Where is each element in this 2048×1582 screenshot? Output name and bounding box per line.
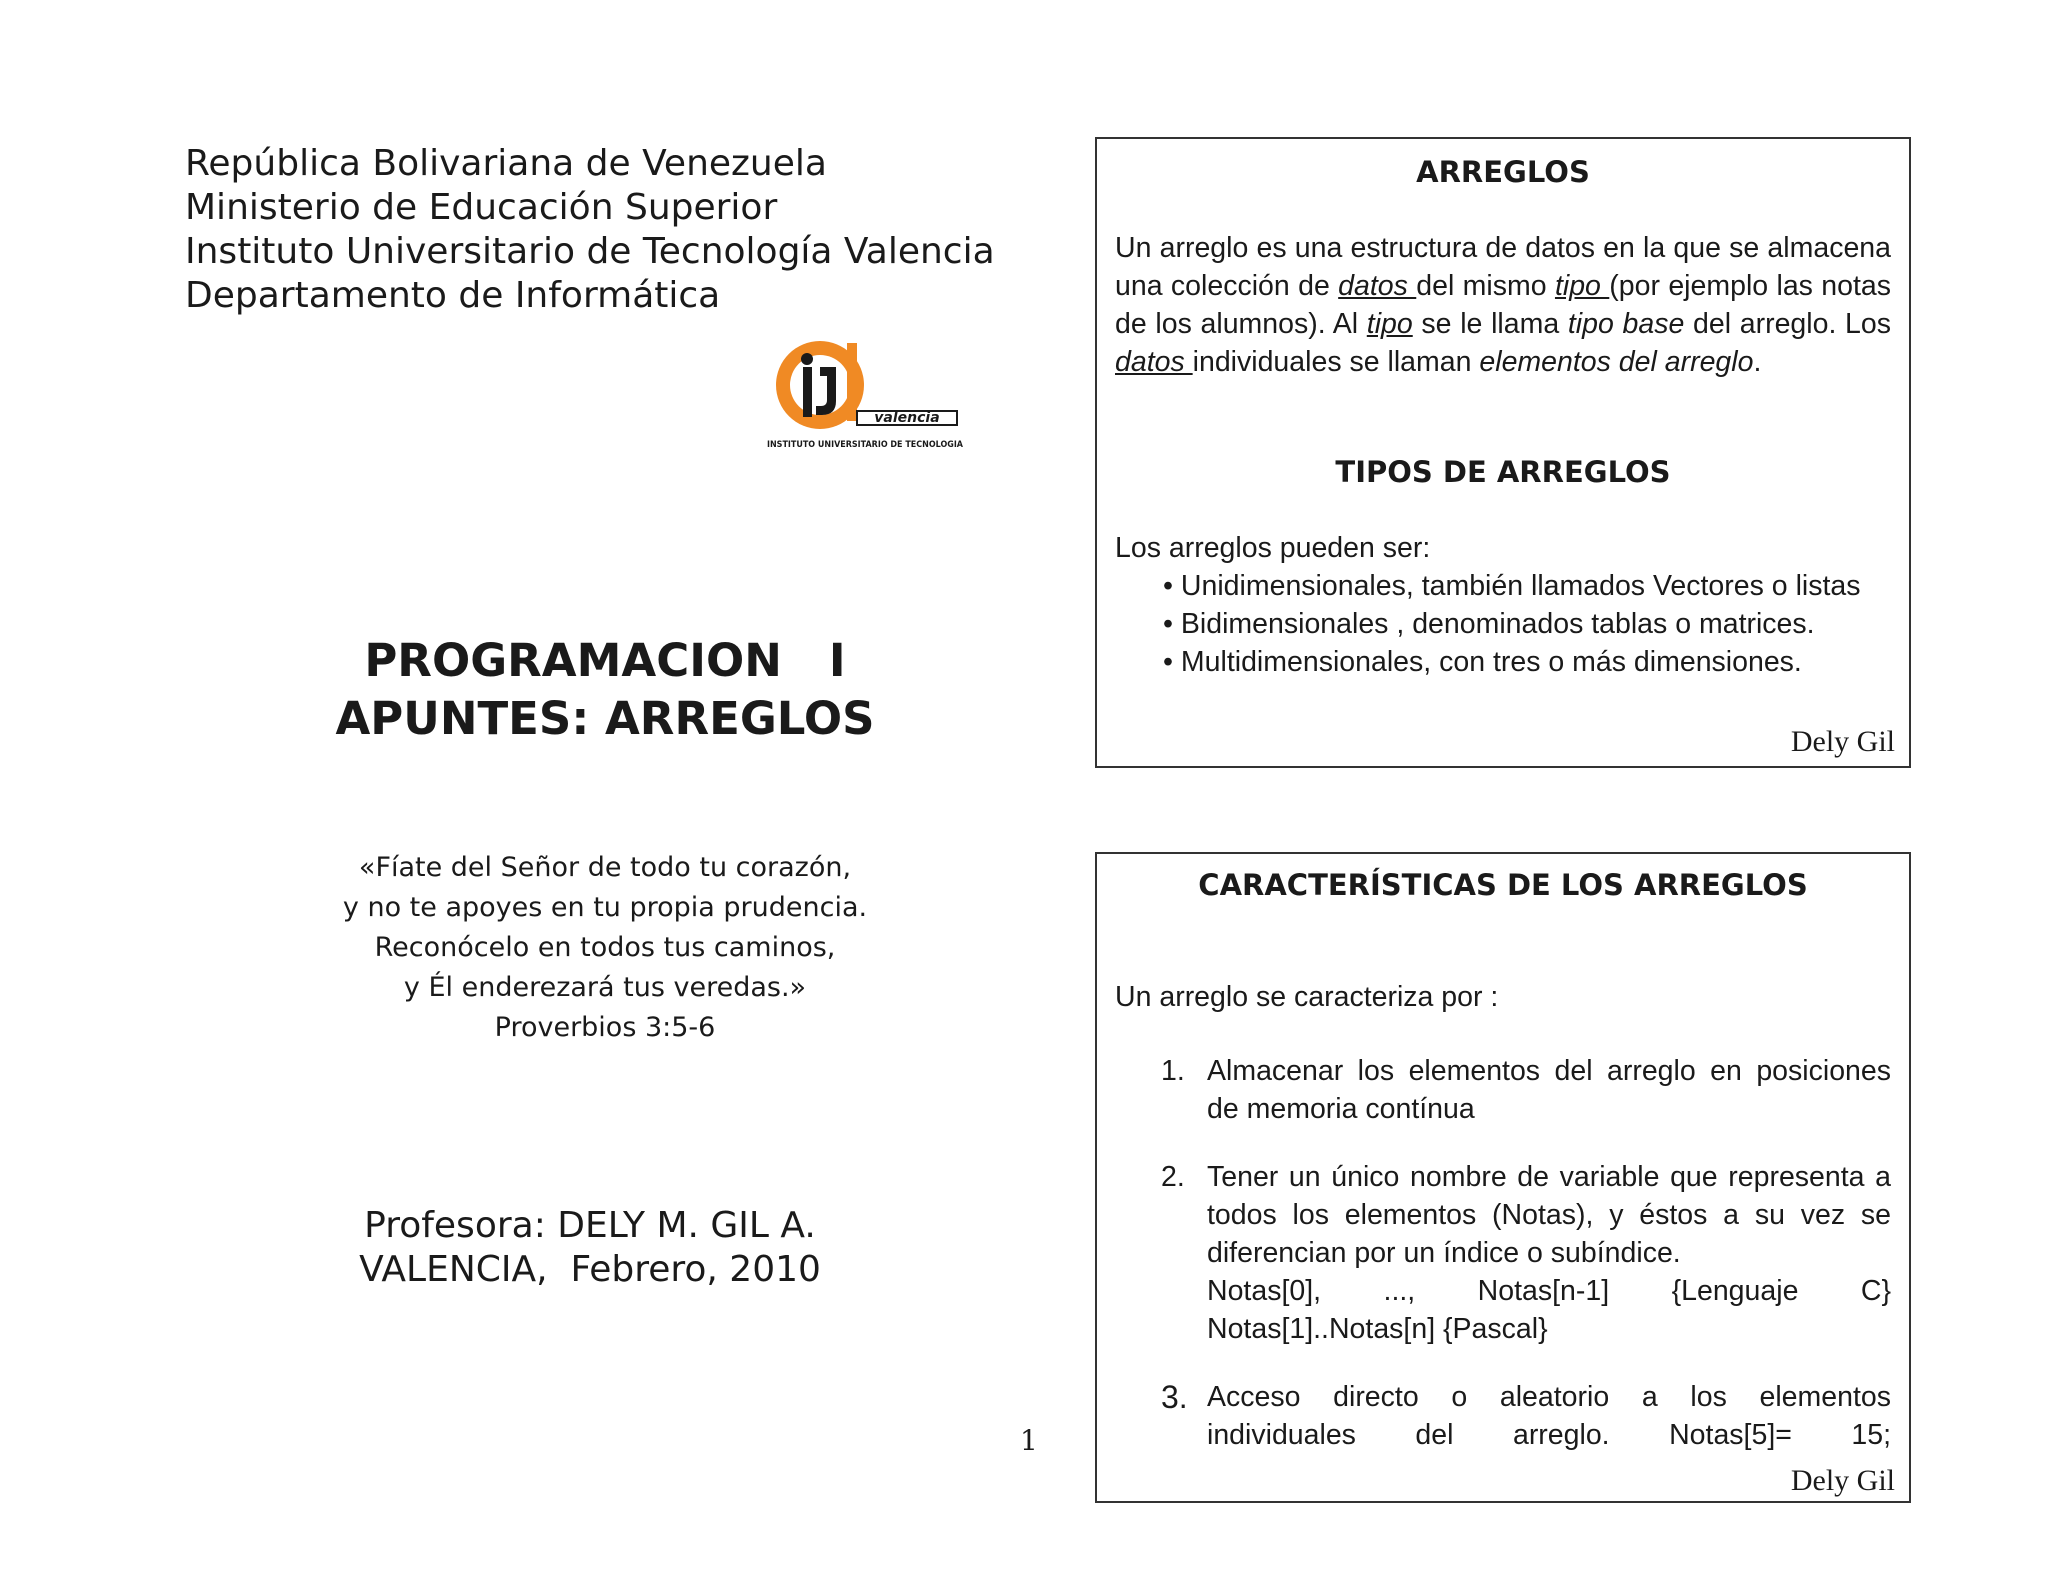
logo-text: valencia — [874, 410, 940, 426]
institution-header — [185, 142, 995, 318]
quote-line: Reconócelo en todos tus caminos, — [374, 932, 836, 963]
characteristics-intro: Un arreglo se caracteriza por : — [1115, 981, 1499, 1013]
box-heading: ARREGLOS — [1416, 155, 1590, 189]
caracteristicas-box — [1095, 852, 1911, 1503]
quote-line: «Fíate del Señor de todo tu corazón, — [358, 852, 852, 883]
definition-paragraph: Un arreglo es una estructura de datos en la que se almacena una colección de datos del mismo tipo (por ejemplo las notas de los alumnos). Al tipo se le llama tipo base del arreglo. Los datos individuales se llaman elementos del arreglo. — [1115, 232, 1892, 378]
signature: Dely Gil — [1790, 1464, 1895, 1497]
list-item: • Multidimensionales, con tres o más dimensiones. — [1163, 646, 1802, 678]
document-title — [250, 632, 960, 748]
page-number: 1 — [1020, 1424, 1038, 1457]
date-line: VALENCIA, Febrero, 2010 — [359, 1249, 821, 1290]
author-block — [300, 1204, 880, 1292]
box-heading: CARACTERÍSTICAS DE LOS ARREGLOS — [1198, 868, 1808, 902]
title-line: PROGRAMACION I — [364, 634, 846, 687]
list-item: • Bidimensionales , denominados tablas o matrices. — [1163, 608, 1815, 640]
list-item: 2. Tener un único nombre de variable que representa a todos los elementos (Notas), y éstos a su vez se diferencian por un índice o subíndice. Notas[0], ..., Notas[n-1] {Lenguaje C} Notas[1]..Notas[n] {Pascal} — [1161, 1161, 1891, 1345]
institution-line: Instituto Universitario de Tecnología Valencia — [185, 231, 995, 272]
institution-line: República Bolivariana de Venezuela — [185, 143, 827, 184]
arreglos-box — [1095, 137, 1911, 768]
institution-line: Ministerio de Educación Superior — [185, 187, 778, 228]
list-item: 3. Acceso directo o aleatorio a los elementos individuales del arreglo. Notas[5]= 15; — [1161, 1379, 1891, 1451]
types-intro: Los arreglos pueden ser: — [1115, 532, 1431, 564]
types-list — [1115, 567, 1891, 681]
box-subheading: TIPOS DE ARREGLOS — [1335, 455, 1671, 489]
quote-reference: Proverbios 3:5-6 — [494, 1012, 716, 1043]
institution-line: Departamento de Informática — [185, 275, 721, 316]
list-item: • Unidimensionales, también llamados Vectores o listas — [1163, 570, 1861, 602]
list-item: 1. Almacenar los elementos del arreglo en posiciones de memoria contínua — [1161, 1055, 1891, 1125]
quote-line: y no te apoyes en tu propia prudencia. — [342, 892, 868, 923]
title-line: APUNTES: ARREGLOS — [335, 692, 875, 745]
characteristics-list — [1115, 1052, 1891, 1454]
author-line: Profesora: DELY M. GIL A. — [364, 1205, 816, 1246]
bible-quote — [250, 848, 960, 1048]
signature: Dely Gil — [1790, 725, 1895, 758]
quote-line: y Él enderezará tus veredas.» — [403, 972, 807, 1003]
iut-valencia-logo — [765, 337, 965, 462]
logo-caption: INSTITUTO UNIVERSITARIO DE TECNOLOGIA — [767, 440, 964, 450]
